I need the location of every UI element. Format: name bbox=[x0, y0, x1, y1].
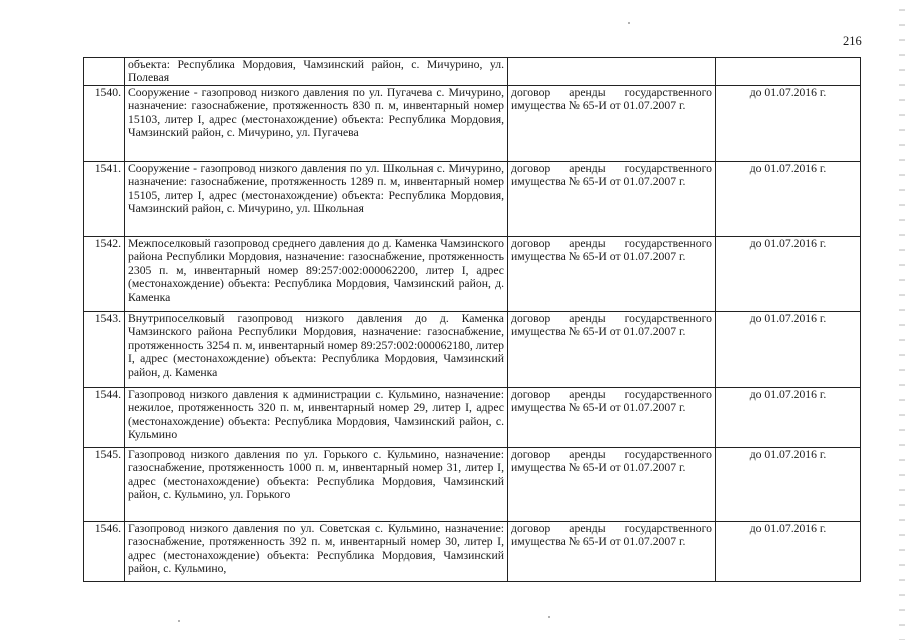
object-description: объекта: Республика Мордовия, Чамзинский район, с. Мичурино, ул. Полевая bbox=[125, 58, 508, 86]
lease-term: до 01.07.2016 г. bbox=[716, 237, 861, 312]
lease-term bbox=[716, 58, 861, 86]
table-row bbox=[84, 58, 861, 86]
lease-term: до 01.07.2016 г. bbox=[716, 522, 861, 582]
object-description: Газопровод низкого давления по ул. Советская с. Кульмино, назначение: газоснабжение, протяженность 392 п. м, инвентарный номер 30, литер I, адрес (местонахождение) объекта: Республика Мордовия, Чамзинский район, с. Кульмино, bbox=[125, 522, 508, 582]
lease-term: до 01.07.2016 г. bbox=[716, 448, 861, 522]
lease-term: до 01.07.2016 г. bbox=[716, 312, 861, 388]
lease-basis: договор аренды государственного имущества № 65-И от 01.07.2007 г. bbox=[508, 448, 716, 522]
lease-basis bbox=[508, 58, 716, 86]
property-registry-table bbox=[83, 57, 861, 582]
table-row bbox=[84, 448, 861, 522]
lease-term: до 01.07.2016 г. bbox=[716, 86, 861, 162]
table-row bbox=[84, 162, 861, 237]
object-description: Газопровод низкого давления по ул. Горького с. Кульмино, назначение: газоснабжение, протяженность 1000 п. м, инвентарный номер 31, литер I, адрес (местонахождение) объекта: Республика Мордовия, Чамзинский район, с. Кульмино, ул. Горького bbox=[125, 448, 508, 522]
table-row bbox=[84, 86, 861, 162]
lease-basis: договор аренды государственного имущества № 65-И от 01.07.2007 г. bbox=[508, 162, 716, 237]
scan-speck bbox=[628, 22, 630, 24]
row-number bbox=[84, 58, 125, 86]
lease-term: до 01.07.2016 г. bbox=[716, 162, 861, 237]
object-description: Внутрипоселковый газопровод низкого давления до д. Каменка Чамзинского района Республики Мордовия, назначение: газоснабжение, протяженность 3254 п. м, инвентарный номер 89:257:002:000062180, литер I, адрес (местонахождение) объекта: Республика Мордовия, Чамзинский район, д. Каменка bbox=[125, 312, 508, 388]
row-number: 1540. bbox=[84, 86, 125, 162]
lease-basis: договор аренды государственного имущества № 65-И от 01.07.2007 г. bbox=[508, 388, 716, 448]
object-description: Газопровод низкого давления к администрации с. Кульмино, назначение: нежилое, протяженность 320 п. м, инвентарный номер 29, литер I, адрес (местонахождение) объекта: Республика Мордовия, Чамзинский район, с. Кульмино bbox=[125, 388, 508, 448]
object-description: Сооружение - газопровод низкого давления по ул. Пугачева с. Мичурино, назначение: газоснабжение, протяженность 830 п. м, инвентарный номер 15103, литер I, адрес (местонахождение) объекта: Республика Мордовия, Чамзинский район, с. Мичурино, ул. Пугачева bbox=[125, 86, 508, 162]
lease-basis: договор аренды государственного имущества № 65-И от 01.07.2007 г. bbox=[508, 522, 716, 582]
object-description: Межпоселковый газопровод среднего давления до д. Каменка Чамзинского района Республики Мордовия, назначение: газоснабжение, протяженность 2305 п. м, инвентарный номер 89:257:002:000062200, литер I, адрес (местонахождение) объекта: Республика Мордовия, Чамзинский район, д. Каменка bbox=[125, 237, 508, 312]
row-number: 1545. bbox=[84, 448, 125, 522]
lease-term: до 01.07.2016 г. bbox=[716, 388, 861, 448]
scan-edge-artifact bbox=[899, 0, 905, 640]
row-number: 1544. bbox=[84, 388, 125, 448]
scan-speck bbox=[178, 620, 180, 622]
row-number: 1543. bbox=[84, 312, 125, 388]
row-number: 1541. bbox=[84, 162, 125, 237]
lease-basis: договор аренды государственного имущества № 65-И от 01.07.2007 г. bbox=[508, 312, 716, 388]
table-row bbox=[84, 522, 861, 582]
scan-speck bbox=[548, 616, 550, 618]
table-row bbox=[84, 237, 861, 312]
table-row bbox=[84, 388, 861, 448]
row-number: 1542. bbox=[84, 237, 125, 312]
page-number: 216 bbox=[843, 34, 862, 48]
row-number: 1546. bbox=[84, 522, 125, 582]
lease-basis: договор аренды государственного имущества № 65-И от 01.07.2007 г. bbox=[508, 86, 716, 162]
table-row bbox=[84, 312, 861, 388]
object-description: Сооружение - газопровод низкого давления по ул. Школьная с. Мичурино, назначение: газоснабжение, протяженность 1289 п. м, инвентарный номер 15105, литер I, адрес (местонахождение) объекта: Республика Мордовия, Чамзинский район, с. Мичурино, ул. Школьная bbox=[125, 162, 508, 237]
lease-basis: договор аренды государственного имущества № 65-И от 01.07.2007 г. bbox=[508, 237, 716, 312]
